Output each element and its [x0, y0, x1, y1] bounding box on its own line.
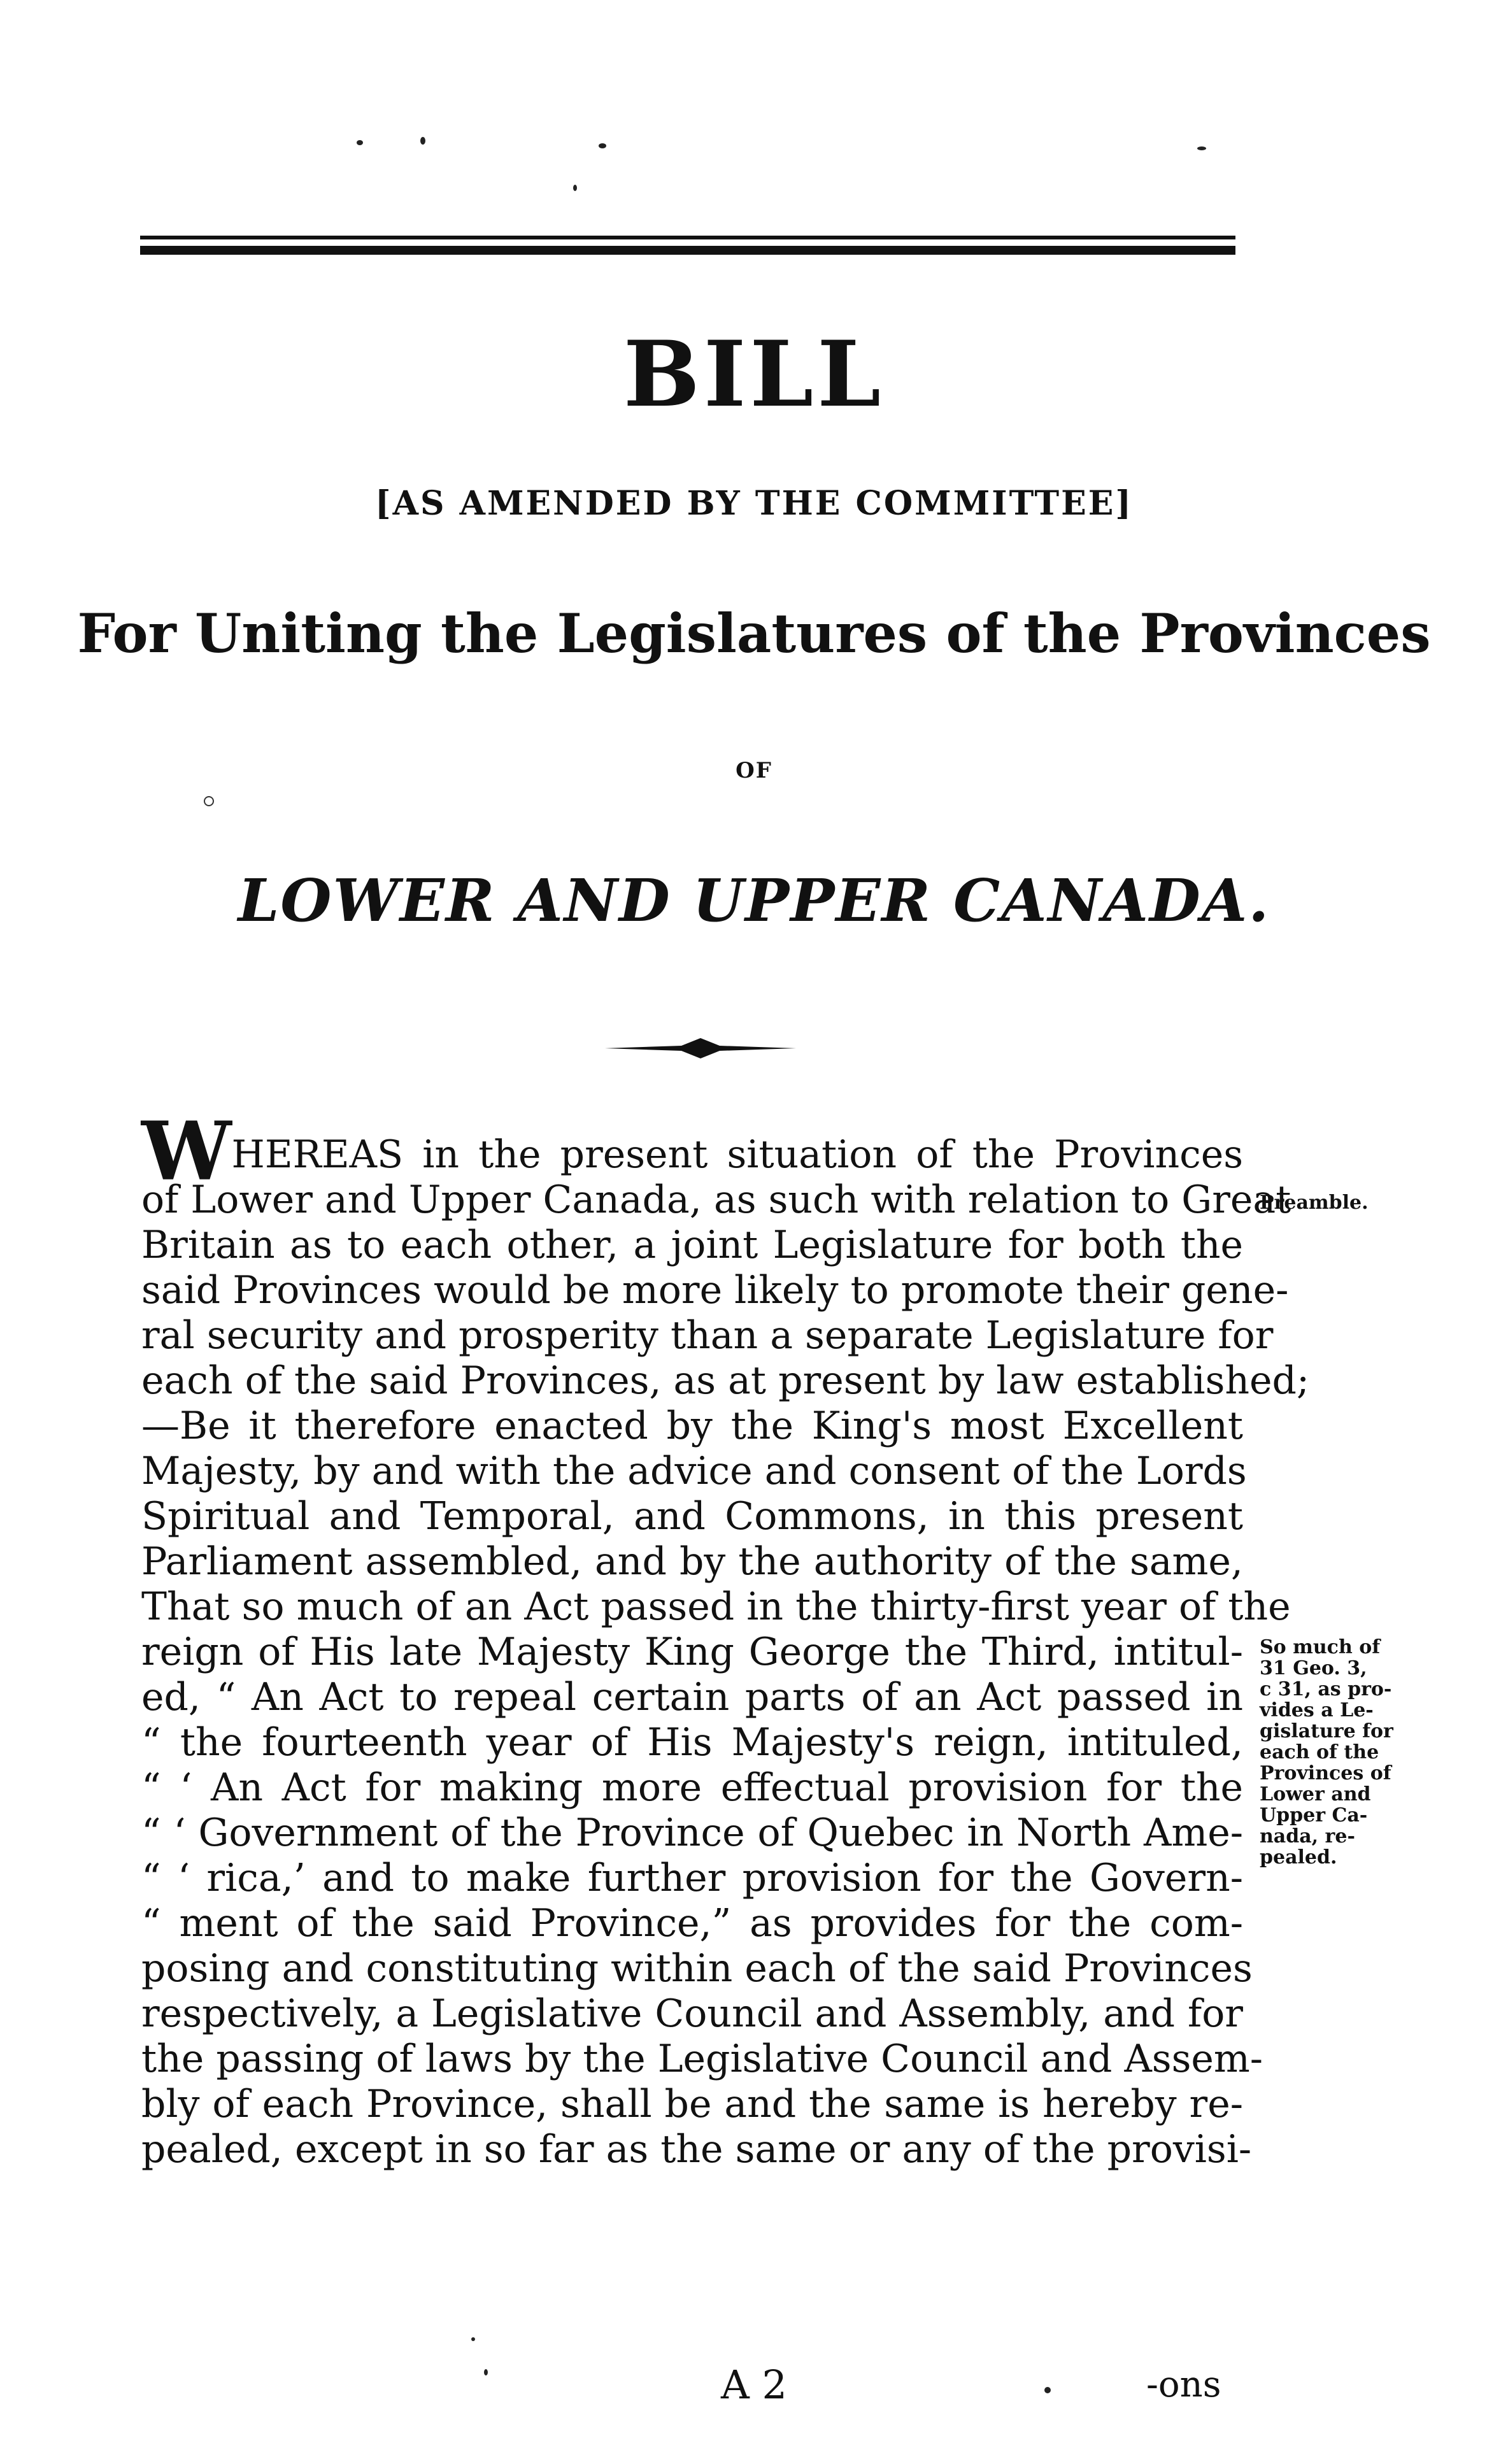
margin-note-line: nada, re-: [1260, 1825, 1355, 1848]
margin-note-line: vides a Le-: [1260, 1699, 1374, 1721]
body-line: Parliament assembled, and by the authority of the same,: [141, 1539, 1243, 1584]
body-line: —Be it therefore enacted by the King's most Excellent: [141, 1404, 1243, 1448]
signature-mark: A 2: [721, 2361, 787, 2408]
margin-note-line: pealed.: [1260, 1846, 1337, 1869]
body-line: reign of His late Majesty King George the Third, intitul-: [141, 1630, 1243, 1674]
margin-note-line: Upper Ca-: [1260, 1804, 1368, 1827]
body-line: respectively, a Legislative Council and Assembly, and for: [141, 1991, 1243, 2036]
scan-speck: [599, 143, 606, 148]
body-line: pealed, except in so far as the same or any of the provisi-: [141, 2127, 1252, 2172]
margin-note-line: c 31, as pro-: [1260, 1678, 1392, 1700]
body-line: That so much of an Act passed in the thirty-first year of the: [141, 1585, 1291, 1629]
margin-note-line: So much of: [1260, 1636, 1381, 1658]
margin-note-line: 31 Geo. 3,: [1260, 1657, 1367, 1679]
margin-note-line: each of the: [1260, 1741, 1379, 1763]
margin-note-text: Preamble.: [1260, 1192, 1369, 1214]
body-line: “ ‘ An Act for making more effectual provision for the: [141, 1765, 1243, 1810]
body-line: “ ‘ rica,’ and to make further provision for the Govern-: [141, 1856, 1243, 1900]
rule-thin: [140, 236, 1235, 239]
bill-title: BILL: [623, 322, 885, 427]
bill-purpose-line: For Uniting the Legislatures of the Provinces: [77, 602, 1431, 665]
body-line-1: [141, 1104, 1243, 1199]
body-line: said Provinces would be more likely to promote their gene-: [141, 1268, 1289, 1313]
scan-speck: [1044, 2387, 1051, 2393]
body-line: ed, “ An Act to repeal certain parts of an Act passed in: [141, 1675, 1243, 1720]
scan-speck: [204, 796, 214, 806]
scan-speck: [484, 2369, 488, 2375]
scan-speck: [573, 185, 577, 191]
body-line: of Lower and Upper Canada, as such with relation to Great: [141, 1178, 1291, 1222]
scan-speck: [357, 140, 363, 145]
ornament-rule-icon: [605, 1037, 796, 1060]
scan-speck: [471, 2337, 475, 2341]
margin-note-preamble: [1260, 1192, 1412, 1213]
body-line: “ the fourteenth year of His Majesty's reign, intituled,: [141, 1720, 1243, 1765]
drop-cap: W: [141, 1104, 232, 1199]
rule-thick: [140, 246, 1235, 255]
body-line: the passing of laws by the Legislative Council and Assem-: [141, 2037, 1263, 2081]
body-line: posing and constituting within each of the said Provinces: [141, 1946, 1253, 1991]
amendment-subtitle: [AS AMENDED BY THE COMMITTEE]: [375, 484, 1133, 523]
body-line: bly of each Province, shall be and the same is hereby re-: [141, 2082, 1243, 2126]
catchword: -ons: [1146, 2364, 1221, 2405]
margin-note-line: Provinces of: [1260, 1762, 1391, 1784]
margin-note-line: Lower and: [1260, 1783, 1371, 1805]
body-line: Britain as to each other, a joint Legislature for both the: [141, 1223, 1243, 1267]
body-line: ral security and prosperity than a separate Legislature for: [141, 1313, 1274, 1358]
body-line: Spiritual and Temporal, and Commons, in this present: [141, 1494, 1243, 1539]
body-line: each of the said Provinces, as at present by law established;: [141, 1358, 1310, 1403]
of-connector: OF: [736, 758, 772, 783]
body-line: “ ‘ Government of the Province of Quebec in North Ame-: [141, 1811, 1243, 1855]
margin-note-repeal: [1260, 1637, 1412, 1868]
margin-note-line: gislature for: [1260, 1720, 1393, 1742]
body-line: Majesty, by and with the advice and consent of the Lords: [141, 1449, 1247, 1493]
top-double-rule: [140, 236, 1235, 259]
scan-speck: [1197, 146, 1206, 150]
scan-speck: [420, 137, 425, 145]
body-line: “ ment of the said Province,” as provides for the com-: [141, 1901, 1243, 1946]
province-title: LOWER AND UPPER CANADA.: [238, 866, 1270, 935]
first-line-text: HEREAS in the present situation of the Provinces: [231, 1132, 1243, 1177]
